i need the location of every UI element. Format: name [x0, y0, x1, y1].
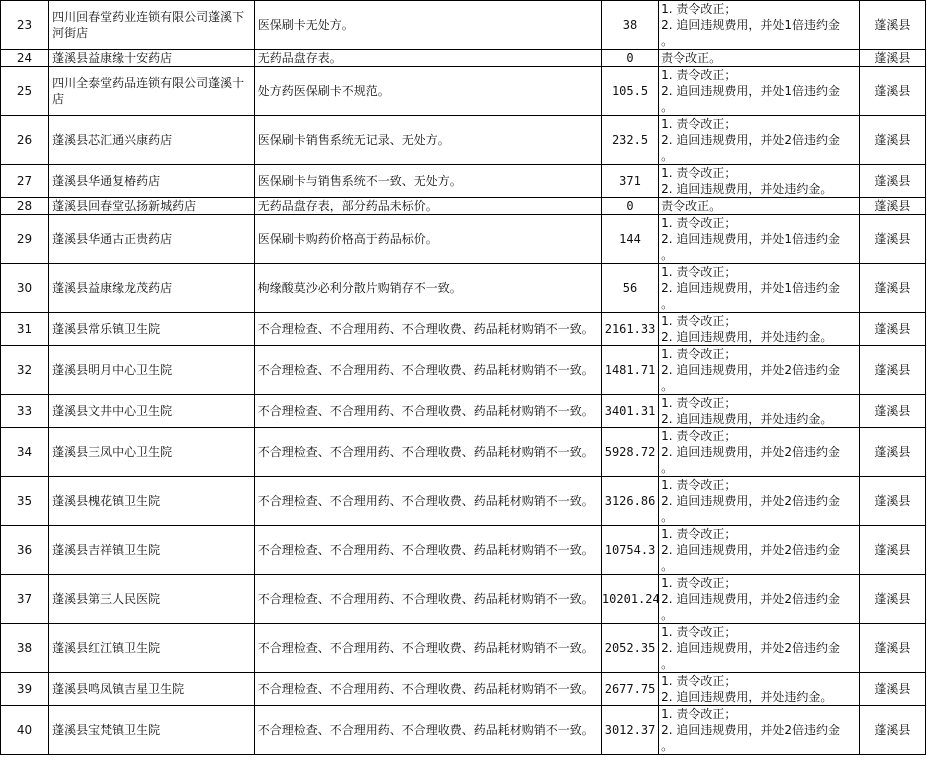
amount-cell: 3012.37	[601, 706, 658, 755]
action-line: 。	[661, 34, 674, 48]
row-number-cell: 30	[1, 264, 49, 313]
action-cell	[659, 198, 860, 215]
action-cell	[659, 706, 860, 755]
action-line: 。	[661, 248, 674, 262]
action-line: 2. 追回违规费用，并处违约金。	[661, 182, 833, 196]
action-line: 2. 追回违规费用，并处2倍违约金	[661, 133, 840, 147]
action-line: 2. 追回违规费用，并处1倍违约金	[661, 18, 840, 32]
issue-description-cell: 不合理检查、不合理用药、不合理收费、药品耗材购销不一致。	[254, 428, 601, 477]
institution-name-cell: 蓬溪县华通古正贵药店	[49, 215, 255, 264]
action-cell	[659, 313, 860, 346]
row-number-cell: 33	[1, 395, 49, 428]
amount-cell: 232.5	[601, 116, 658, 165]
issue-description-cell: 医保刷卡销售系统无记录、无处方。	[254, 116, 601, 165]
row-number-cell: 27	[1, 165, 49, 198]
institution-name-cell: 四川全泰堂药品连锁有限公司蓬溪十店	[49, 67, 255, 116]
amount-cell: 0	[601, 50, 658, 67]
row-number-cell: 29	[1, 215, 49, 264]
row-number-cell: 25	[1, 67, 49, 116]
table-row	[1, 575, 926, 624]
action-line: 2. 追回违规费用，并处1倍违约金	[661, 84, 840, 98]
table-row	[1, 526, 926, 575]
table-row	[1, 395, 926, 428]
county-cell: 蓬溪县	[859, 165, 925, 198]
amount-cell: 56	[601, 264, 658, 313]
action-cell	[659, 67, 860, 116]
action-line: 1. 责令改正；	[661, 117, 737, 131]
action-cell	[659, 215, 860, 264]
action-line: 。	[661, 739, 674, 753]
action-cell	[659, 395, 860, 428]
table-row	[1, 673, 926, 706]
institution-name-cell: 蓬溪县宝梵镇卫生院	[49, 706, 255, 755]
institution-name-cell: 蓬溪县槐花镇卫生院	[49, 477, 255, 526]
issue-description-cell: 不合理检查、不合理用药、不合理收费、药品耗材购销不一致。	[254, 346, 601, 395]
amount-cell: 1481.71	[601, 346, 658, 395]
action-line: 2. 追回违规费用，并处2倍违约金	[661, 494, 840, 508]
issue-description-cell: 无药品盘存表，部分药品未标价。	[254, 198, 601, 215]
county-cell: 蓬溪县	[859, 526, 925, 575]
institution-name-cell: 蓬溪县明月中心卫生院	[49, 346, 255, 395]
issue-description-cell: 不合理检查、不合理用药、不合理收费、药品耗材购销不一致。	[254, 526, 601, 575]
amount-cell: 2677.75	[601, 673, 658, 706]
issue-description-cell: 不合理检查、不合理用药、不合理收费、药品耗材购销不一致。	[254, 575, 601, 624]
county-cell: 蓬溪县	[859, 395, 925, 428]
action-line: 1. 责令改正；	[661, 576, 737, 590]
action-line: 责令改正。	[661, 199, 722, 213]
issue-description-cell: 医保刷卡与销售系统不一致、无处方。	[254, 165, 601, 198]
county-cell: 蓬溪县	[859, 624, 925, 673]
action-line: 1. 责令改正；	[661, 429, 737, 443]
amount-cell: 10201.24	[601, 575, 658, 624]
row-number-cell: 24	[1, 50, 49, 67]
row-number-cell: 34	[1, 428, 49, 477]
action-line: 1. 责令改正；	[661, 347, 737, 361]
county-cell: 蓬溪县	[859, 50, 925, 67]
action-cell	[659, 165, 860, 198]
county-cell: 蓬溪县	[859, 1, 925, 50]
issue-description-cell: 不合理检查、不合理用药、不合理收费、药品耗材购销不一致。	[254, 706, 601, 755]
action-line: 。	[661, 149, 674, 163]
amount-cell: 10754.3	[601, 526, 658, 575]
action-cell	[659, 477, 860, 526]
issue-description-cell: 不合理检查、不合理用药、不合理收费、药品耗材购销不一致。	[254, 477, 601, 526]
action-line: 1. 责令改正；	[661, 674, 737, 688]
institution-name-cell: 蓬溪县华通复椿药店	[49, 165, 255, 198]
institution-name-cell: 蓬溪县文井中心卫生院	[49, 395, 255, 428]
row-number-cell: 23	[1, 1, 49, 50]
institution-name-cell: 四川回春堂药业连锁有限公司蓬溪下河街店	[49, 1, 255, 50]
county-cell: 蓬溪县	[859, 264, 925, 313]
issue-description-cell: 不合理检查、不合理用药、不合理收费、药品耗材购销不一致。	[254, 313, 601, 346]
action-line: 2. 追回违规费用，并处2倍违约金	[661, 543, 840, 557]
issue-description-cell: 医保刷卡购药价格高于药品标价。	[254, 215, 601, 264]
row-number-cell: 40	[1, 706, 49, 755]
amount-cell: 3401.31	[601, 395, 658, 428]
amount-cell: 105.5	[601, 67, 658, 116]
action-cell	[659, 346, 860, 395]
county-cell: 蓬溪县	[859, 116, 925, 165]
county-cell: 蓬溪县	[859, 477, 925, 526]
action-cell	[659, 116, 860, 165]
table-row	[1, 264, 926, 313]
action-line: 2. 追回违规费用，并处1倍违约金	[661, 232, 840, 246]
action-line: 。	[661, 379, 674, 393]
table-row	[1, 116, 926, 165]
institution-name-cell: 蓬溪县第三人民医院	[49, 575, 255, 624]
action-line: 2. 追回违规费用，并处2倍违约金	[661, 445, 840, 459]
county-cell: 蓬溪县	[859, 706, 925, 755]
institution-name-cell: 蓬溪县益康缘十安药店	[49, 50, 255, 67]
table-row	[1, 198, 926, 215]
issue-description-cell: 不合理检查、不合理用药、不合理收费、药品耗材购销不一致。	[254, 624, 601, 673]
table-row	[1, 215, 926, 264]
row-number-cell: 26	[1, 116, 49, 165]
institution-name-cell: 蓬溪县回春堂弘扬新城药店	[49, 198, 255, 215]
action-line: 责令改正。	[661, 51, 722, 65]
action-cell	[659, 673, 860, 706]
amount-cell: 0	[601, 198, 658, 215]
action-cell	[659, 1, 860, 50]
county-cell: 蓬溪县	[859, 575, 925, 624]
action-line: 1. 责令改正；	[661, 216, 737, 230]
issue-description-cell: 枸缘酸莫沙必利分散片购销存不一致。	[254, 264, 601, 313]
action-line: 2. 追回违规费用，并处违约金。	[661, 330, 833, 344]
action-line: 。	[661, 608, 674, 622]
amount-cell: 38	[601, 1, 658, 50]
action-line: 2. 追回违规费用，并处1倍违约金	[661, 281, 840, 295]
action-line: 。	[661, 559, 674, 573]
table-row	[1, 50, 926, 67]
action-line: 。	[661, 461, 674, 475]
action-cell	[659, 428, 860, 477]
action-line: 1. 责令改正；	[661, 707, 737, 721]
issue-description-cell: 不合理检查、不合理用药、不合理收费、药品耗材购销不一致。	[254, 673, 601, 706]
row-number-cell: 28	[1, 198, 49, 215]
row-number-cell: 32	[1, 346, 49, 395]
row-number-cell: 38	[1, 624, 49, 673]
table-row	[1, 477, 926, 526]
county-cell: 蓬溪县	[859, 67, 925, 116]
table-body	[1, 1, 926, 755]
action-line: 1. 责令改正；	[661, 396, 737, 410]
action-line: 。	[661, 510, 674, 524]
institution-name-cell: 蓬溪县常乐镇卫生院	[49, 313, 255, 346]
row-number-cell: 37	[1, 575, 49, 624]
county-cell: 蓬溪县	[859, 346, 925, 395]
county-cell: 蓬溪县	[859, 313, 925, 346]
amount-cell: 2052.35	[601, 624, 658, 673]
action-line: 1. 责令改正；	[661, 478, 737, 492]
issue-description-cell: 处方药医保刷卡不规范。	[254, 67, 601, 116]
action-line: 2. 追回违规费用，并处违约金。	[661, 412, 833, 426]
row-number-cell: 35	[1, 477, 49, 526]
county-cell: 蓬溪县	[859, 428, 925, 477]
table-row	[1, 165, 926, 198]
table-row	[1, 1, 926, 50]
issue-description-cell: 医保刷卡无处方。	[254, 1, 601, 50]
action-line: 2. 追回违规费用，并处违约金。	[661, 690, 833, 704]
county-cell: 蓬溪县	[859, 673, 925, 706]
institution-name-cell: 蓬溪县吉祥镇卫生院	[49, 526, 255, 575]
institution-name-cell: 蓬溪县芯汇通兴康药店	[49, 116, 255, 165]
issue-description-cell: 不合理检查、不合理用药、不合理收费、药品耗材购销不一致。	[254, 395, 601, 428]
row-number-cell: 36	[1, 526, 49, 575]
action-cell	[659, 526, 860, 575]
action-line: 2. 追回违规费用，并处2倍违约金	[661, 641, 840, 655]
institution-name-cell: 蓬溪县红江镇卫生院	[49, 624, 255, 673]
action-cell	[659, 575, 860, 624]
action-line: 。	[661, 297, 674, 311]
action-line: 。	[661, 657, 674, 671]
action-line: 2. 追回违规费用，并处2倍违约金	[661, 723, 840, 737]
table-row	[1, 428, 926, 477]
institution-name-cell: 蓬溪县益康缘龙茂药店	[49, 264, 255, 313]
row-number-cell: 31	[1, 313, 49, 346]
row-number-cell: 39	[1, 673, 49, 706]
county-cell: 蓬溪县	[859, 215, 925, 264]
action-line: 1. 责令改正；	[661, 68, 737, 82]
table-row	[1, 346, 926, 395]
action-line: 。	[661, 100, 674, 114]
amount-cell: 144	[601, 215, 658, 264]
action-cell	[659, 50, 860, 67]
table-row	[1, 706, 926, 755]
amount-cell: 5928.72	[601, 428, 658, 477]
institution-name-cell: 蓬溪县鸣凤镇吉星卫生院	[49, 673, 255, 706]
table-row	[1, 67, 926, 116]
table-row	[1, 313, 926, 346]
action-line: 2. 追回违规费用，并处2倍违约金	[661, 363, 840, 377]
action-cell	[659, 264, 860, 313]
action-line: 1. 责令改正；	[661, 625, 737, 639]
action-line: 1. 责令改正；	[661, 166, 737, 180]
action-line: 1. 责令改正；	[661, 314, 737, 328]
county-cell: 蓬溪县	[859, 198, 925, 215]
institution-name-cell: 蓬溪县三凤中心卫生院	[49, 428, 255, 477]
amount-cell: 3126.86	[601, 477, 658, 526]
amount-cell: 2161.33	[601, 313, 658, 346]
action-line: 2. 追回违规费用，并处2倍违约金	[661, 592, 840, 606]
action-cell	[659, 624, 860, 673]
table-row	[1, 624, 926, 673]
action-line: 1. 责令改正；	[661, 265, 737, 279]
issue-description-cell: 无药品盘存表。	[254, 50, 601, 67]
amount-cell: 371	[601, 165, 658, 198]
action-line: 1. 责令改正；	[661, 527, 737, 541]
action-line: 1. 责令改正；	[661, 2, 737, 16]
